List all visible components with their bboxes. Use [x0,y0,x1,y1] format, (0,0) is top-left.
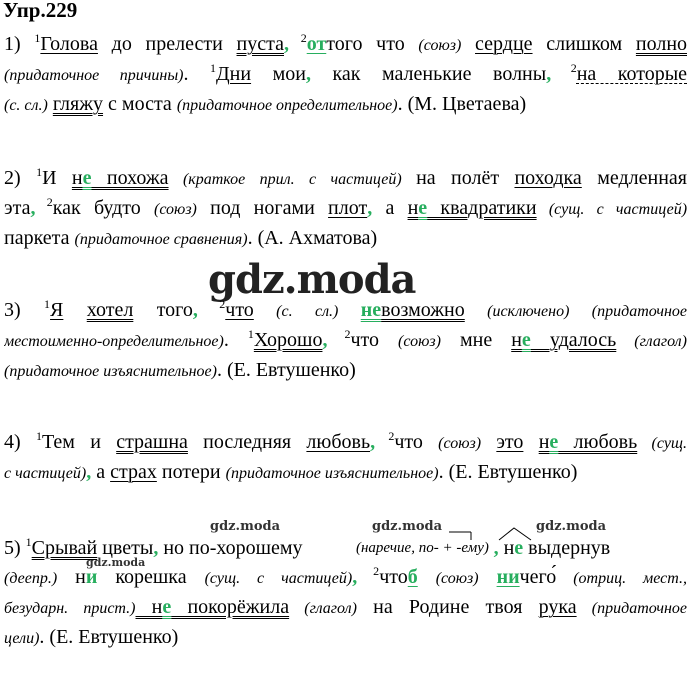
clause-index: 2 [375,429,395,443]
clause-index: 2 [551,61,577,75]
green-comma: , [546,63,552,85]
subject-word: походка [514,167,582,189]
grammar-note: (придаточное сравнения) [74,231,248,248]
grammar-note: (краткое прил. с частицей) [168,171,417,188]
sentence-1-line-1 [4,30,687,60]
grammar-note: (наречие, [356,540,415,556]
predicate-word: н [407,197,419,219]
green-comma: , [30,197,36,219]
text-run: а [91,461,111,483]
text-run [479,566,497,588]
text-run: с моста [103,93,177,115]
green-comma: , [367,197,373,219]
highlighted-letters: и [85,566,98,588]
subject-word: любовь [306,431,371,453]
grammar-note: (союз) [398,333,441,350]
highlighted-letters: б [407,566,418,588]
sentence-2-line-1 [4,164,687,194]
grammar-note: (придаточное [576,600,687,617]
predicate-word: н [135,596,163,618]
text-run: как маленькие волны [310,63,547,85]
green-comma: , [305,63,311,85]
grammar-note: безударн. прист.) [4,600,136,617]
watermark-small: gdz.moda [86,556,146,569]
subject-word: это [496,431,524,453]
clause-index: 2 [35,195,53,209]
sentence-5-line-2 [4,563,687,593]
predicate-word: удалось [530,329,617,351]
highlighted-letters: е [162,596,172,618]
predicate-word: пуста [236,33,284,55]
subject-word: Голова [40,33,98,55]
predicate-word: хотел [86,299,134,321]
sentence-3 [4,296,687,386]
text-run: под ногами [196,197,329,219]
text-run [461,33,475,55]
object-phrase: на которые [576,63,687,85]
watermark-small: gdz.moda [372,519,443,534]
clause-index: 1 [247,327,254,341]
subject-word: что [225,299,254,321]
clause-index: 2 [288,31,307,45]
text-run: того что [326,33,419,55]
text-run: корешка [97,566,205,588]
grammar-note: (глагол) [616,333,687,350]
grammar-note: (деепр.) [4,570,58,587]
predicate-word: полно [635,33,687,55]
predicate-word: квадратики [427,197,537,219]
sentence-4-line-2 [4,458,687,488]
watermark-large: gdz.moda [208,256,416,303]
highlighted-letters: е [514,537,524,559]
grammar-note: (с. сл.) [4,97,48,114]
predicate-word: страшна [116,431,188,453]
clause-index: 1 [35,429,42,443]
author-citation: . (Е. Евтушенко) [39,626,179,648]
subject-word: плот [328,197,368,219]
text-run: как будто [52,197,154,219]
prefix-label: по- [418,540,439,556]
green-comma: , [493,537,499,559]
highlighted-letters: от [306,33,327,55]
sentence-1-line-3 [4,90,687,120]
highlighted-letters: ни [496,566,520,588]
highlighted-letters: е [418,197,428,219]
predicate-word: гляжу [52,93,104,115]
author-citation: . (Е. Евтушенко) [438,461,578,483]
subject-word: Дни [216,63,252,85]
green-comma: , [192,299,198,321]
sentence-1 [4,30,687,120]
grammar-note: (сущ. с частицей) [536,201,687,218]
grammar-note: (союз) [435,570,479,587]
clause-index: 2 [357,564,380,578]
subject-word: Я [50,299,64,321]
author-citation: . (Е. Евтушенко) [216,359,356,381]
grammar-note: (глагол) [289,600,357,617]
sentence-3-line-1 [4,296,687,326]
text-run: Тем и [41,431,117,453]
grammar-note: (придаточное изъяснительное) [4,363,217,380]
exercise-title: Упр.229 [3,0,78,22]
text-run: мне [440,329,512,351]
text-run: паркета [4,227,75,249]
item-number: 3) [4,299,45,321]
predicate-word: н [71,167,83,189]
text-run: чего́ [519,566,557,588]
text-run: того [133,299,193,321]
grammar-note: (придаточное причины) [4,67,184,84]
text-run: И [42,167,72,189]
text-run: . [223,329,248,351]
grammar-note: (исключено) (придаточное [464,303,687,320]
item-number: 1) [4,33,35,55]
grammar-note: (придаточное определительное) [176,97,398,114]
text-run [418,566,436,588]
sentence-4-line-1 [4,428,687,458]
sentence-4 [4,428,687,488]
predicate-word: Срывай [31,537,98,559]
clause-index: 1 [25,535,32,549]
text-run: выдернув [523,537,611,559]
sentence-5-line-1 [4,534,687,563]
text-run [63,299,86,321]
text-run: что [394,431,439,453]
highlighted-letters: е [82,167,92,189]
green-comma: , [153,537,159,559]
clause-index: 2 [197,297,226,311]
sentence-2 [4,164,687,254]
predicate-word: н [538,431,550,453]
grammar-note: (придаточное изъяснительное) [225,465,439,482]
clause-index: 1 [44,297,51,311]
text-run: последняя [187,431,307,453]
green-comma: , [352,566,358,588]
grammar-note: местоименно-определительное) [4,333,224,350]
sentence-2-line-3 [4,224,687,254]
sentence-3-line-2 [4,326,687,356]
item-number: 5) [4,537,26,559]
clause-index: 1 [34,31,41,45]
author-citation: . (М. Цветаева) [397,93,527,115]
sentence-2-line-2 [4,194,687,224]
grammar-note: (отриц. мест., [556,570,687,587]
item-number: 4) [4,431,36,453]
highlighted-letters: е [549,431,559,453]
text-run: мои [251,63,306,85]
text-run [481,431,496,453]
text-run: . [183,63,210,85]
text-run: на полёт [416,167,515,189]
author-citation: . (А. Ахматова) [247,227,378,249]
text-run: до прелести [97,33,237,55]
predicate-word: н [511,329,522,351]
grammar-note: (союз) [438,435,482,452]
text-run: цветы [97,537,154,559]
highlighted-letters: е [521,329,531,351]
suffix-label: -ему) [456,540,489,556]
predicate-word: любовь [558,431,638,453]
sentence-5 [4,534,687,653]
plus-sign: + [442,540,453,556]
watermark-small: gdz.moda [536,519,607,534]
grammar-note: (союз) [418,37,462,54]
clause-index: 2 [327,327,351,341]
sentence-5-line-4 [4,623,687,653]
watermark-small: gdz.moda [210,519,281,534]
sentence-3-line-3 [4,356,687,386]
text-run: но по-хорошему [158,537,308,559]
subject-word: рука [538,596,577,618]
text-run: медленная [581,167,687,189]
predicate-word: покорёжила [171,596,290,618]
text-run: что [350,329,399,351]
green-comma: , [283,33,289,55]
grammar-note: с частицей) [4,465,87,482]
predicate-word: похожа [91,167,169,189]
grammar-note: (сущ. с частицей) [204,570,353,587]
grammar-note: (с. сл.) [253,303,361,320]
text-run: эта [4,197,31,219]
sentence-1-line-2 [4,60,687,90]
text-run: н [498,537,515,559]
text-run: на Родине твоя [356,596,539,618]
grammar-note: цели) [4,630,40,647]
grammar-note: (союз) [154,201,197,218]
text-run: потери [156,461,226,483]
highlighted-letters: не [360,299,382,321]
subject-word: страх [110,461,157,483]
text-run: а [372,197,408,219]
text-run: слишком [532,33,636,55]
predicate-word: Хорошо [253,329,323,351]
green-comma: , [322,329,328,351]
predicate-word: возможно [381,299,465,321]
text-run: н [57,566,86,588]
clause-index: 1 [36,165,43,179]
text-run: что [379,566,408,588]
text-run [523,431,538,453]
green-comma: , [86,461,92,483]
item-number: 2) [4,167,37,189]
clause-index: 1 [210,61,216,75]
grammar-note: (сущ. [637,435,687,452]
morpheme-note [356,540,489,557]
subject-word: сердце [475,33,533,55]
green-comma: , [370,431,376,453]
sentence-5-line-3 [4,593,687,623]
